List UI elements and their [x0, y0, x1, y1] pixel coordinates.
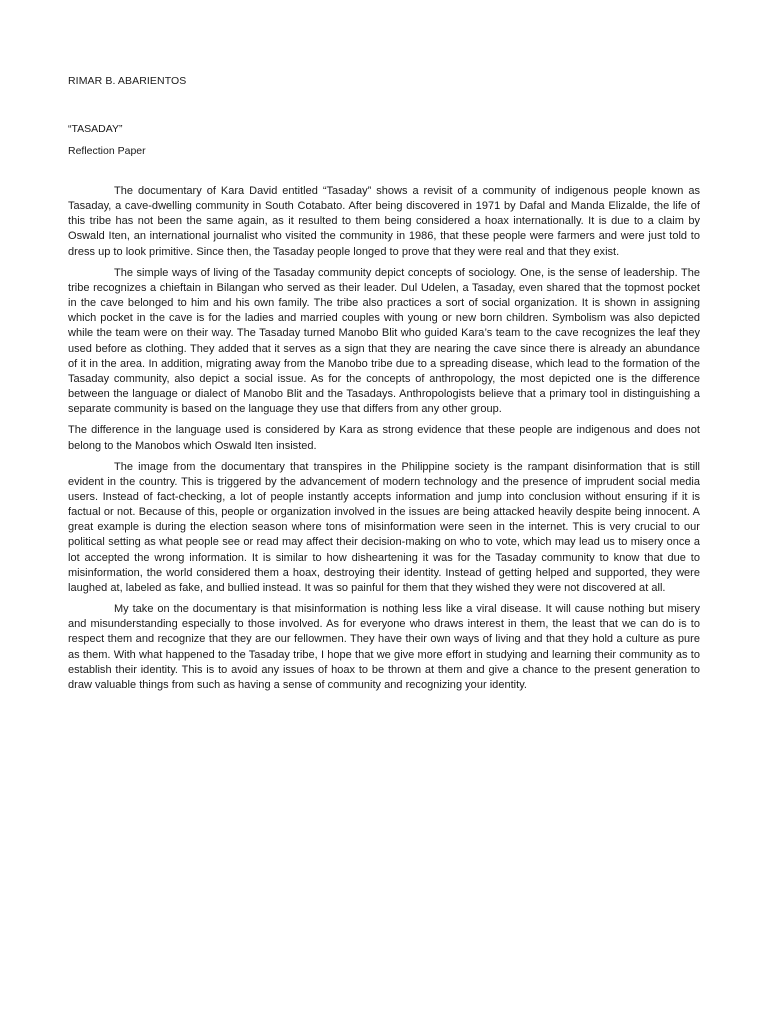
document-body	[68, 184, 700, 693]
document-content	[68, 74, 700, 699]
paragraph-1: The documentary of Kara David entitled “Tasaday” shows a revisit of a community of indigenous people known as Tasaday, a cave-dwelling community in South Cotabato. After being discovered in 1971 by Dafal and Manda Elizalde, the life of this tribe has not been the same again, as it resulted to them being considered a hoax internationally. It is due to a claim by Oswald Iten, an international journalist who visited the community in 1986, that these people were farmers and were just told to dress up to look primitive. Since then, the Tasaday people longed to prove that they were real and that they exist.	[68, 185, 700, 258]
author-name: RIMAR B. ABARIENTOS	[68, 75, 187, 87]
paragraph-4: The image from the documentary that transpires in the Philippine society is the rampant disinformation that is still evident in the country. This is triggered by the advancement of modern technology and the presence of imprudent social media users. Instead of fact-checking, a lot of people instantly accepts information and jump into conclusion without ensuring if it is factual or not. Because of this, people or organization involved in the issues are being attacked heavily despite being innocent. A great example is during the election season where tons of misinformation were seen in the internet. This is very crucial to our political setting as what people see or read may affect their decision-making on who to vote, which may lead us to misery once a lot accepted the wrong information. It is similar to how disheartening it was for the Tasaday community to know that due to misinformation, the world considered them a hoax, destroying their identity. Instead of getting helped and supported, they were laughed at, labeled as fake, and bullied instead. It was so painful for them that they wished they were not discovered at all.	[68, 460, 700, 594]
document-title: “TASADAY”	[68, 123, 123, 135]
paragraph-3: The difference in the language used is considered by Kara as strong evidence that these people are indigenous and does not belong to the Manobos which Oswald Iten insisted.	[68, 424, 700, 452]
document-subtitle: Reflection Paper	[68, 145, 146, 157]
paragraph-5: My take on the documentary is that misinformation is nothing less like a viral disease. It will cause nothing but misery and misunderstanding especially to those involved. As for everyone who draws interest in them, the least that we can do is to respect them and recognize that they are our fellowmen. They have their own ways of living and that they hold a culture as pure as them. With what happened to the Tasaday tribe, I hope that we give more effort in studying and learning their community as to establish their identity. This is to avoid any issues of hoax to be thrown at them and give a chance to the present generation to draw valuable things from such as having a sense of community and recognizing your identity.	[68, 603, 700, 691]
paragraph-2: The simple ways of living of the Tasaday community depict concepts of sociology. One, is the sense of leadership. The tribe recognizes a chieftain in Bilangan who served as their leader. Dul Udelen, a Tasaday, even shared that the topmost pocket in the cave belonged to him and his own family. The tribe also practices a sort of social organization. It is shown in assigning which pocket in the cave is for the ladies and married couples with young or new born children. Symbolism was also depicted while the team were on their way. The Tasaday turned Manobo Blit who guided Kara’s team to the cave recognizes the leaf they used before as clothing. They added that it serves as a sign that they are nearing the cave since there is already an abundance of it in the area. In addition, migrating away from the Manobo tribe due to a spreading disease, which lead to the formation of the Tasaday community, also depict a social issue. As for the concepts of anthropology, the most depicted one is the difference between the language or dialect of Manobo Blit and the Tasadays. Anthropologists believe that a primary tool in distinguishing a separate community is based on the language they use that differs from any other group.	[68, 266, 700, 416]
